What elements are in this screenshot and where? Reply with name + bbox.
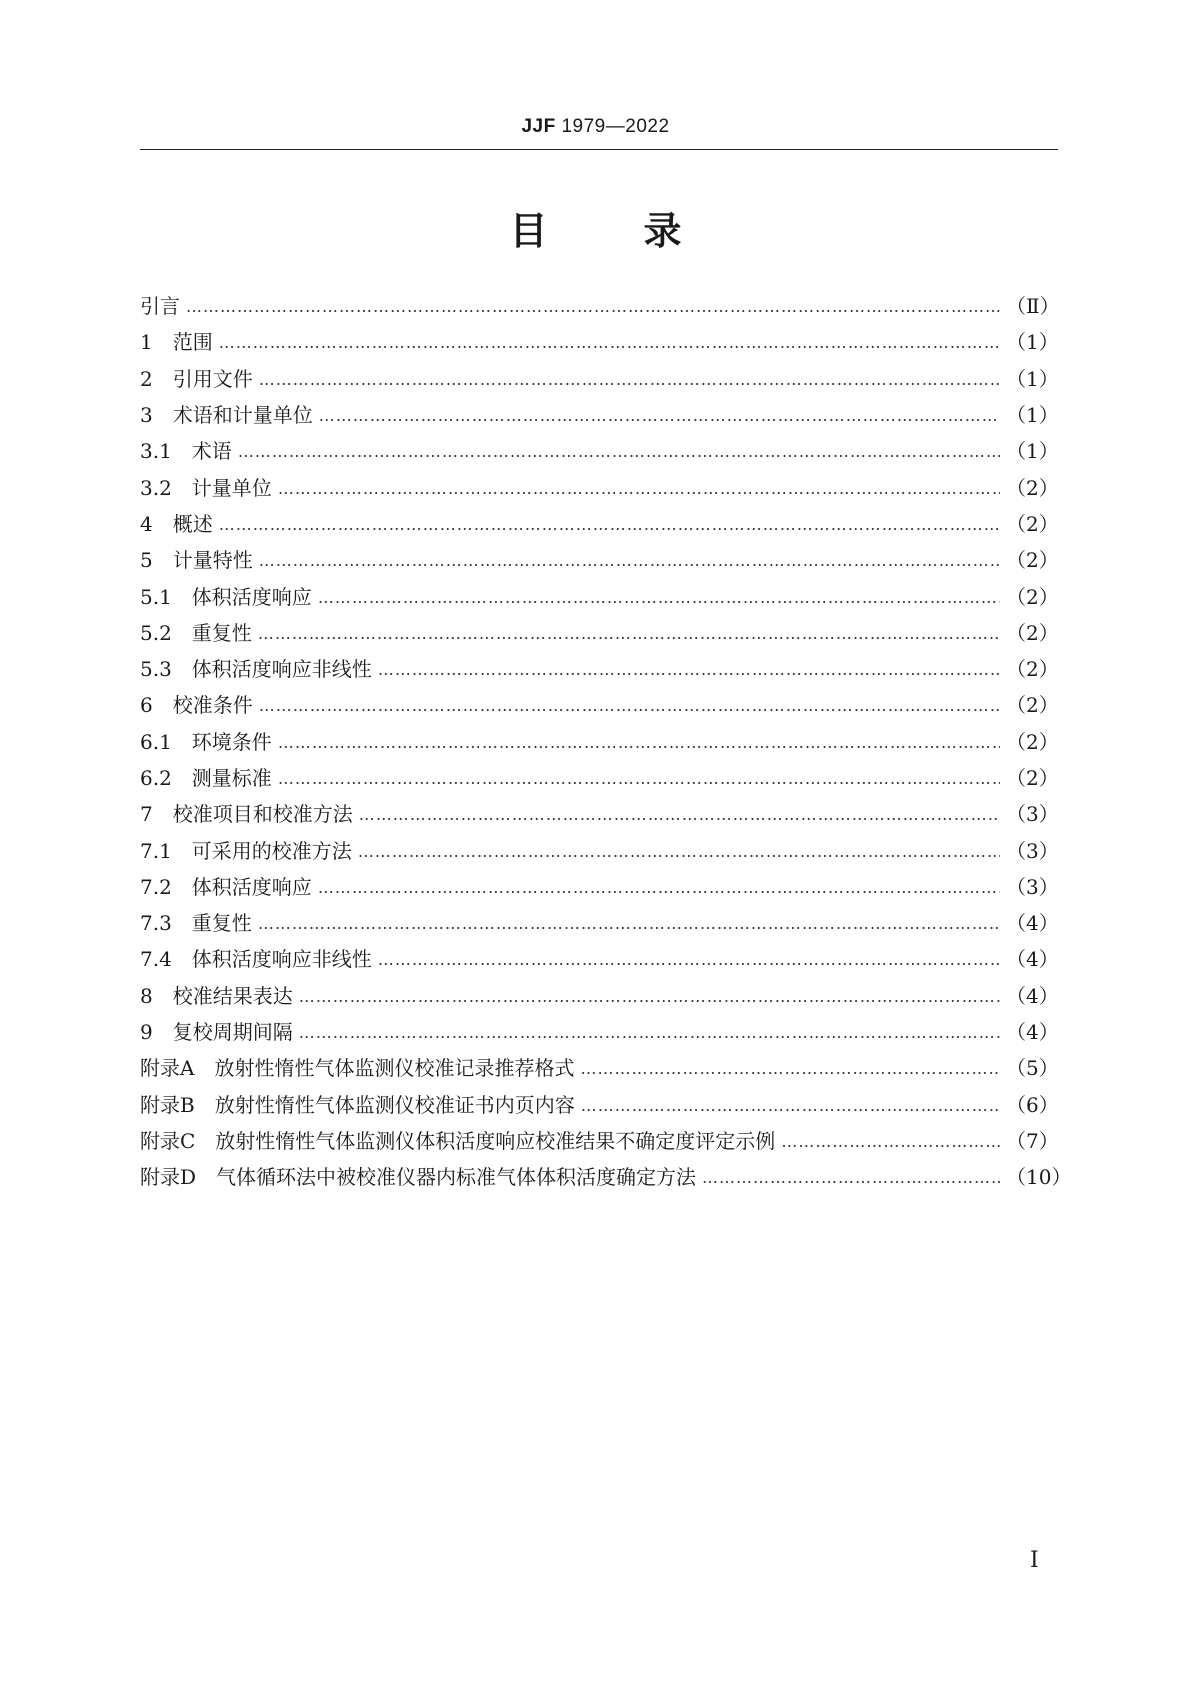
toc-entry-label: 2 引用文件: [140, 366, 253, 391]
toc-leader-dots: [702, 1170, 1000, 1186]
toc-entry-label: 引言: [140, 294, 180, 319]
toc-entry[interactable]: [140, 361, 1058, 397]
toc-entry-page: （2）: [1006, 475, 1059, 500]
toc-entry-label: 3 术语和计量单位: [140, 403, 313, 428]
toc-entry-page: （2）: [1006, 511, 1059, 536]
toc-entry-page: （3）: [1006, 838, 1059, 863]
toc-entry[interactable]: [140, 1087, 1058, 1123]
document-header: [0, 116, 1191, 138]
page-number: Ⅰ: [1030, 1548, 1039, 1573]
toc-entry-page: （2）: [1006, 693, 1059, 718]
toc-leader-dots: [318, 880, 1000, 896]
toc-leader-dots: [299, 989, 1000, 1005]
toc-entry[interactable]: [140, 978, 1058, 1014]
toc-entry[interactable]: [140, 615, 1058, 651]
toc-entry-page: （2）: [1006, 584, 1059, 609]
toc-entry-label: 5.1 体积活度响应: [140, 584, 312, 609]
toc-leader-dots: [219, 517, 1000, 533]
toc-entry-label: 4 概述: [140, 511, 213, 536]
toc-leader-dots: [259, 372, 1000, 388]
toc-entry[interactable]: [140, 832, 1058, 868]
toc-entry[interactable]: [140, 1123, 1058, 1159]
page-title: [0, 200, 1191, 255]
toc-entry-label: 附录A 放射性惰性气体监测仪校准记录推荐格式: [140, 1056, 575, 1081]
toc-entry[interactable]: [140, 1159, 1072, 1195]
toc-leader-dots: [581, 1098, 1000, 1114]
toc-leader-dots: [378, 662, 1000, 678]
toc-leader-dots: [580, 1061, 1000, 1077]
toc-entry-page: （1）: [1006, 403, 1059, 428]
toc-entry[interactable]: [140, 905, 1058, 941]
toc-entry[interactable]: [140, 869, 1058, 905]
toc-entry-label: 7.2 体积活度响应: [140, 874, 312, 899]
toc-entry-label: 7.4 体积活度响应非线性: [140, 947, 372, 972]
standard-number: 1979—2022: [561, 116, 670, 137]
toc-entry-page: （2）: [1006, 620, 1059, 645]
toc-entry-label: 附录B 放射性惰性气体监测仪校准证书内页内容: [140, 1092, 575, 1117]
toc-entry[interactable]: [140, 288, 1058, 324]
toc-leader-dots: [238, 444, 1000, 460]
title-char-1: 目: [509, 209, 548, 253]
toc-leader-dots: [299, 1025, 1000, 1041]
toc-entry-page: （4）: [1006, 1020, 1059, 1045]
header-rule: [140, 149, 1058, 150]
toc-entry[interactable]: [140, 796, 1058, 832]
toc-leader-dots: [278, 481, 1000, 497]
toc-entry-page: （5）: [1006, 1056, 1059, 1081]
toc-entry-page: （1）: [1006, 439, 1059, 464]
toc-entry-label: 6 校准条件: [140, 693, 253, 718]
toc-entry-label: 5 计量特性: [140, 548, 253, 573]
toc-leader-dots: [319, 408, 1000, 424]
standard-code: JJF: [521, 116, 556, 137]
toc-entry[interactable]: [140, 724, 1058, 760]
toc-entry-page: （2）: [1006, 729, 1059, 754]
toc-entry-page: （3）: [1006, 802, 1059, 827]
toc-entry-label: 6.1 环境条件: [140, 729, 272, 754]
toc-leader-dots: [358, 844, 1000, 860]
toc-entry-page: （1）: [1006, 366, 1059, 391]
toc-leader-dots: [259, 698, 1000, 714]
toc-entry[interactable]: [140, 941, 1058, 977]
toc-entry-page: （10）: [1006, 1165, 1072, 1190]
toc-entry-page: （2）: [1006, 657, 1059, 682]
toc-leader-dots: [219, 335, 1000, 351]
toc-entry[interactable]: [140, 760, 1058, 796]
toc-entry[interactable]: [140, 506, 1058, 542]
toc-leader-dots: [781, 1134, 1000, 1150]
toc-entry-label: 7.3 重复性: [140, 911, 252, 936]
toc-leader-dots: [359, 807, 1000, 823]
toc-entry[interactable]: [140, 433, 1058, 469]
toc-leader-dots: [378, 952, 1000, 968]
toc-leader-dots: [258, 916, 1000, 932]
toc-entry[interactable]: [140, 324, 1058, 360]
toc-leader-dots: [318, 590, 1000, 606]
toc-entry-page: （Ⅱ）: [1006, 294, 1060, 319]
toc-leader-dots: [259, 553, 1000, 569]
toc-entry-label: 7.1 可采用的校准方法: [140, 838, 352, 863]
toc-entry-page: （6）: [1006, 1092, 1059, 1117]
toc-entry-label: 3.1 术语: [140, 439, 232, 464]
toc-entry-page: （3）: [1006, 874, 1059, 899]
toc-entry[interactable]: [140, 1050, 1058, 1086]
toc-leader-dots: [278, 735, 1000, 751]
toc-entry-page: （7）: [1006, 1128, 1059, 1153]
toc-entry-label: 附录D 气体循环法中被校准仪器内标准气体体积活度确定方法: [140, 1165, 697, 1190]
toc-entry[interactable]: [140, 651, 1058, 687]
table-of-contents: [140, 288, 1072, 1195]
toc-entry-label: 8 校准结果表达: [140, 983, 293, 1008]
toc-entry[interactable]: [140, 578, 1058, 614]
title-char-2: 录: [643, 209, 682, 253]
toc-leader-dots: [186, 299, 1000, 315]
toc-entry-label: 附录C 放射性惰性气体监测仪体积活度响应校准结果不确定度评定示例: [140, 1128, 776, 1153]
toc-entry-page: （2）: [1006, 548, 1059, 573]
toc-entry-label: 5.3 体积活度响应非线性: [140, 657, 372, 682]
toc-entry[interactable]: [140, 397, 1058, 433]
toc-entry-label: 1 范围: [140, 330, 213, 355]
toc-entry-label: 9 复校周期间隔: [140, 1020, 293, 1045]
toc-entry[interactable]: [140, 469, 1058, 505]
toc-entry-label: 5.2 重复性: [140, 620, 252, 645]
toc-entry-page: （4）: [1006, 983, 1059, 1008]
toc-entry[interactable]: [140, 1014, 1058, 1050]
toc-entry-label: 6.2 测量标准: [140, 766, 272, 790]
toc-entry-page: （4）: [1006, 911, 1059, 936]
toc-entry[interactable]: [140, 542, 1058, 578]
toc-leader-dots: [258, 626, 1000, 642]
toc-entry-label: 3.2 计量单位: [140, 475, 272, 500]
toc-entry[interactable]: [140, 687, 1058, 723]
toc-entry-page: （2）: [1006, 766, 1059, 790]
toc-entry-page: （1）: [1006, 330, 1059, 355]
toc-leader-dots: [278, 771, 1000, 787]
toc-entry-label: 7 校准项目和校准方法: [140, 802, 353, 827]
toc-entry-page: （4）: [1006, 947, 1059, 972]
